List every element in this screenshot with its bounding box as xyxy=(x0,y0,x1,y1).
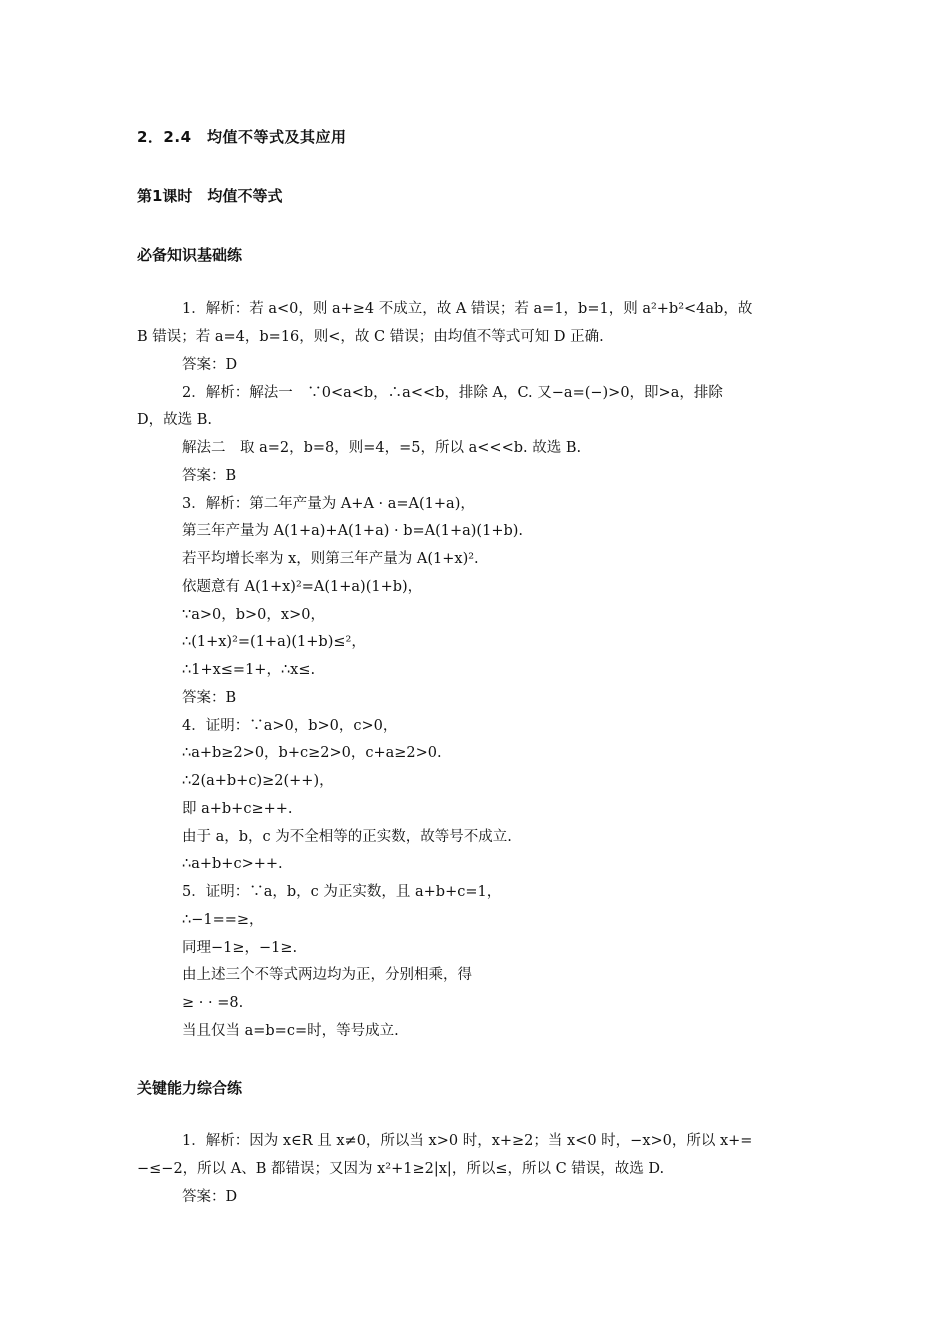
text-line: B 错误；若 a=4，b=16，则<，故 C 错误；由均值不等式可知 D 正确. xyxy=(137,329,604,345)
text-line: ∴2(a+b+c)≥2(++)， xyxy=(182,773,334,789)
text-line: ∴a+b≥2>0，b+c≥2>0，c+a≥2>0. xyxy=(182,745,442,761)
text-line: 解法二 取 a=2，b=8，则=4，=5，所以 a<<<b. 故选 B. xyxy=(182,440,582,456)
document-title: 2．2.4 均值不等式及其应用 xyxy=(137,128,347,146)
text-line: 依题意有 A(1+x)²=A(1+a)(1+b)， xyxy=(182,579,423,595)
section-heading-basic: 必备知识基础练 xyxy=(137,246,243,264)
text-line: 第三年产量为 A(1+a)+A(1+a) · b=A(1+a)(1+b). xyxy=(182,523,524,539)
text-line: 5．证明：∵a，b，c 为正实数，且 a+b+c=1， xyxy=(182,884,502,900)
text-line: 若平均增长率为 x，则第三年产量为 A(1+x)². xyxy=(182,551,479,567)
answer-line: 答案：B xyxy=(182,468,237,484)
text-line: 1．解析：因为 x∈R 且 x≠0，所以当 x>0 时，x+≥2；当 x<0 时，−x>0，所以 x+= xyxy=(182,1133,753,1149)
text-line: 1．解析：若 a<0，则 a+≥4 不成立，故 A 错误；若 a=1，b=1，则 a²+b²<4ab，故 xyxy=(182,301,753,317)
text-line: 同理−1≥，−1≥. xyxy=(182,940,298,956)
text-line: ∴1+x≤=1+，∴x≤. xyxy=(182,662,316,678)
text-line: 4．证明：∵a>0，b>0，c>0， xyxy=(182,718,398,734)
text-line: 由于 a，b，c 为不全相等的正实数，故等号不成立. xyxy=(182,829,512,845)
text-line: 2．解析：解法一 ∵0<a<b，∴a<<b，排除 A，C. 又−a=(−)>0，即>a，排除 xyxy=(182,385,723,401)
text-line: D，故选 B. xyxy=(137,412,212,428)
text-line: ∵a>0，b>0，x>0， xyxy=(182,607,325,623)
section-heading-key: 关键能力综合练 xyxy=(137,1079,243,1097)
lesson-title: 第1课时 均值不等式 xyxy=(137,187,283,205)
text-line: −≤−2，所以 A、B 都错误；又因为 x²+1≥2|x|，所以≤，所以 C 错误，故选 D. xyxy=(137,1161,665,1177)
answer-line: 答案：D xyxy=(182,1189,238,1205)
answer-line: 答案：D xyxy=(182,357,238,373)
text-line: ∴−1==≥， xyxy=(182,912,264,928)
text-line: 由上述三个不等式两边均为正，分别相乘，得 xyxy=(182,967,472,983)
text-line: 3．解析：第二年产量为 A+A · a=A(1+a)， xyxy=(182,496,475,512)
answer-line: 答案：B xyxy=(182,690,237,706)
text-line: ∴a+b+c>++. xyxy=(182,856,283,872)
text-line: 即 a+b+c≥++. xyxy=(182,801,293,817)
text-line: 当且仅当 a=b=c=时，等号成立. xyxy=(182,1023,399,1039)
text-line: ≥ · · =8. xyxy=(182,995,244,1011)
text-line: ∴(1+x)²=(1+a)(1+b)≤²， xyxy=(182,634,366,650)
